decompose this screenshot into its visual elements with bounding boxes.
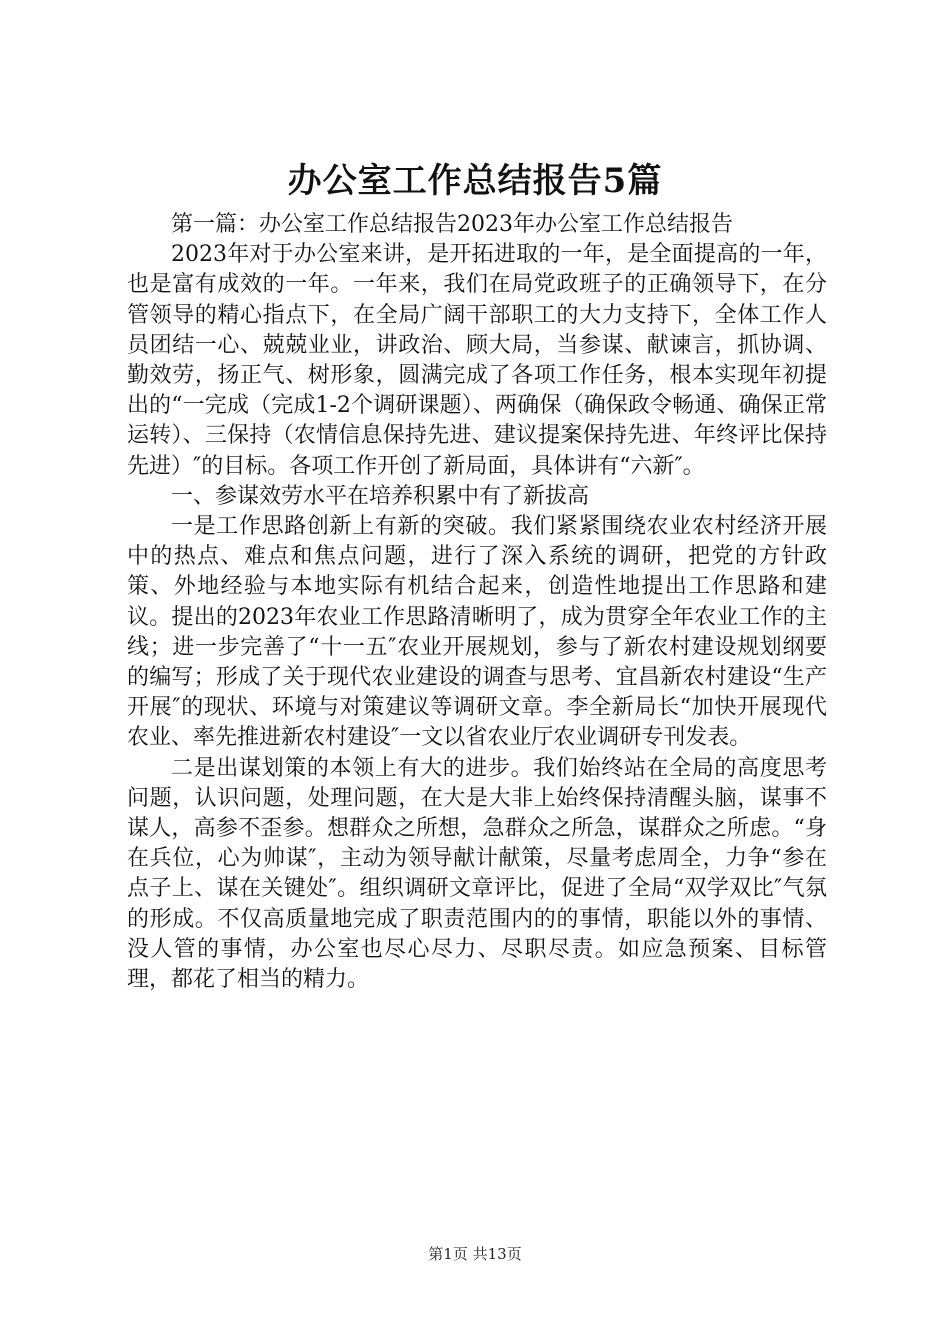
paragraph-heading-part-one: 第一篇：办公室工作总结报告2023年办公室工作总结报告 [171, 212, 733, 237]
section-heading-one: 一、参谋效劳水平在培养积累中有了新拔高 [171, 483, 590, 509]
paragraph-point-two: 二是出谋划策的本领上有大的进步。我们始终站在全局的高度思考问题，认识问题，处理问题，在大是大非上始终保持清醒头脑，谋事不谋人，高参不歪参。想群众之所想，急群众之所急，谋群众之所虑。“身在兵位，心为帅谋″，主动为领导献计献策，尽量考虑周全，力争“参在点子上、谋在关键处″。组织调研文章评比，促进了全局“双学双比″气氛的形成。不仅高质量地完成了职责范围内的的事情，职能以外的事情、没人管的事情，办公室也尽心尽力、尽职尽责。如应急预案、目标管理，都花了相当的精力。 [127, 755, 827, 993]
page-number-footer: 第1页 共13页 [428, 1245, 522, 1263]
document-body [127, 210, 827, 995]
document-title: 办公室工作总结报告5篇 [287, 161, 663, 201]
paragraph-intro: 2023年对于办公室来讲，是开拓进取的一年，是全面提高的一年，也是富有成效的一年。一年来，我们在局党政班子的正确领导下，在分管领导的精心指点下，在全局广阔干部职工的大力支持下，全体工作人员团结一心、兢兢业业，讲政治、顾大局，当参谋、献谏言，抓协调、勤效劳，扬正气、树形象，圆满完成了各项工作任务，根本实现年初提出的“一完成（完成1-2个调研课题）、两确保（确保政令畅通、确保正常运转）、三保持（农情信息保持先进、建议提案保持先进、年终评比保持先进）″的目标。各项工作开创了新局面，具体讲有“六新″。 [127, 242, 827, 479]
paragraph-point-one: 一是工作思路创新上有新的突破。我们紧紧围绕农业农村经济开展中的热点、难点和焦点问题，进行了深入系统的调研，把党的方针政策、外地经验与本地实际有机结合起来，创造性地提出工作思路和建议。提出的2023年农业工作思路清晰明了，成为贯穿全年农业工作的主线；进一步完善了“十一五″农业开展规划，参与了新农村建设规划纲要的编写；形成了关于现代农业建设的调查与思考、宜昌新农村建设“生产开展″的现状、环境与对策建议等调研文章。李全新局长“加快开展现代农业、率先推进新农村建设″一文以省农业厅农业调研专刊发表。 [127, 514, 827, 751]
